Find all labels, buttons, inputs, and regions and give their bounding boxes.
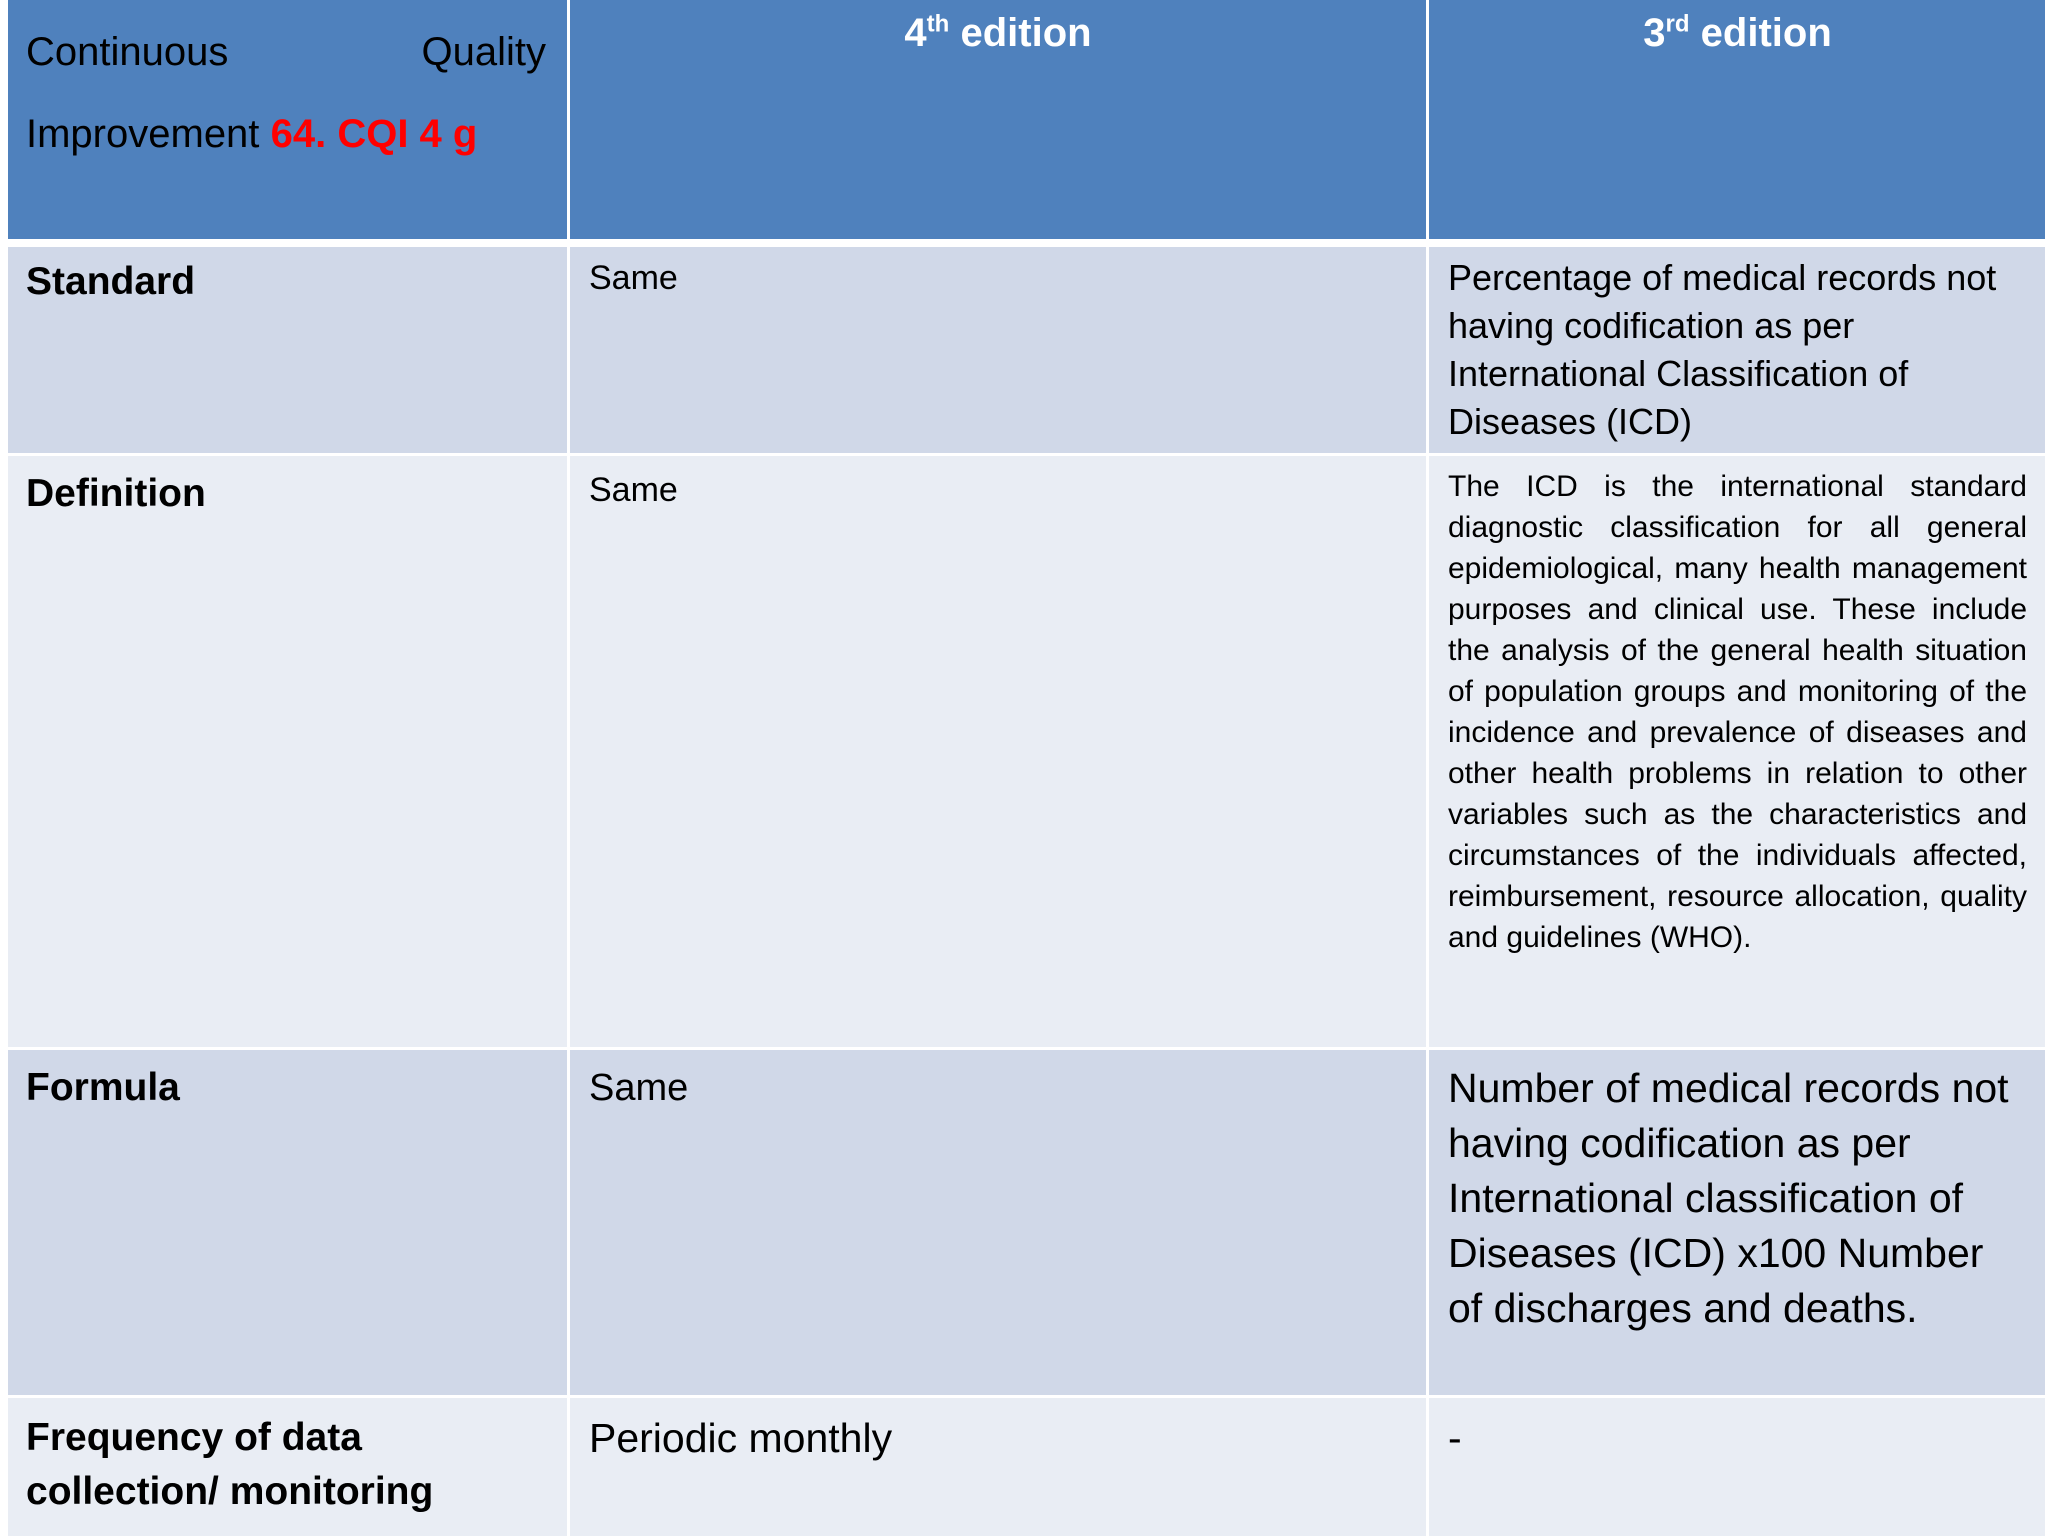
row-formula — [8, 1050, 2045, 1395]
row-standard-label: Standard — [26, 260, 196, 303]
header-3rd-edition-cell — [1429, 0, 2045, 239]
header-title-word-improvement: Improvement — [26, 112, 260, 156]
row-standard-4th-edition: Same — [589, 259, 678, 297]
header-row — [8, 0, 2045, 239]
row-standard — [8, 247, 2045, 453]
row-standard-3rd-edition: Percentage of medical records not having codification as per International Classification of Diseases (ICD) — [1448, 257, 1997, 442]
row-definition-4th-edition: Same — [589, 471, 678, 509]
row-formula-4th-edition-cell — [570, 1050, 1426, 1395]
row-standard-4th-edition-cell — [570, 247, 1426, 453]
header-3rd-edition — [1448, 0, 2027, 57]
row-definition-label: Definition — [26, 472, 206, 515]
row-frequency-4th-edition: Periodic monthly — [589, 1415, 893, 1461]
header-title-cell — [8, 0, 567, 239]
row-frequency — [8, 1398, 2045, 1536]
edition-4-number: 4 — [904, 11, 927, 55]
edition-4-suffix: th — [926, 10, 950, 38]
row-definition-3rd-edition-cell — [1429, 456, 2045, 1047]
row-definition-label-cell — [8, 456, 567, 1047]
row-frequency-label: Frequency of data collection/ monitoring — [26, 1416, 434, 1513]
row-definition — [8, 456, 2045, 1047]
edition-3-number: 3 — [1643, 11, 1666, 55]
header-4th-edition-cell — [570, 0, 1426, 239]
row-definition-3rd-edition: The ICD is the international standard diagnostic classification for all general epidemiological, many health management purposes and clinical use. These include the analysis of the general health situation of population groups and monitoring of the incidence and prevalence of diseases and other health problems in relation to other variables such as the characteristics and circumstances of the individuals affected, reimbursement, resource allocation, quality and guidelines (WHO). — [1448, 470, 2027, 954]
row-frequency-label-cell — [8, 1398, 567, 1536]
comparison-table — [8, 0, 2045, 1536]
row-frequency-4th-edition-cell — [570, 1398, 1426, 1536]
header-title-word-continuous: Continuous — [26, 30, 229, 74]
row-definition-4th-edition-cell — [570, 456, 1426, 1047]
edition-4-label: edition — [960, 11, 1092, 55]
indicator-code: 64. CQI 4 g — [270, 112, 478, 156]
row-frequency-3rd-edition-cell — [1429, 1398, 2045, 1536]
row-standard-3rd-edition-cell — [1429, 247, 2045, 453]
edition-3-suffix: rd — [1665, 10, 1690, 38]
row-frequency-3rd-edition: - — [1448, 1415, 1462, 1461]
header-title — [26, 0, 557, 175]
header-title-line1 — [26, 11, 557, 93]
row-formula-label: Formula — [26, 1066, 180, 1109]
row-formula-3rd-edition-cell — [1429, 1050, 2045, 1395]
edition-3-label: edition — [1700, 11, 1832, 55]
row-formula-3rd-edition: Number of medical records not having codification as per International classification of Diseases (ICD) x100 Number of discharges and deaths. — [1448, 1065, 2009, 1331]
row-standard-label-cell — [8, 247, 567, 453]
row-formula-4th-edition: Same — [589, 1067, 689, 1109]
header-4th-edition — [589, 0, 1407, 57]
row-formula-label-cell — [8, 1050, 567, 1395]
header-title-line2 — [26, 93, 557, 175]
header-title-word-quality: Quality — [421, 30, 546, 74]
